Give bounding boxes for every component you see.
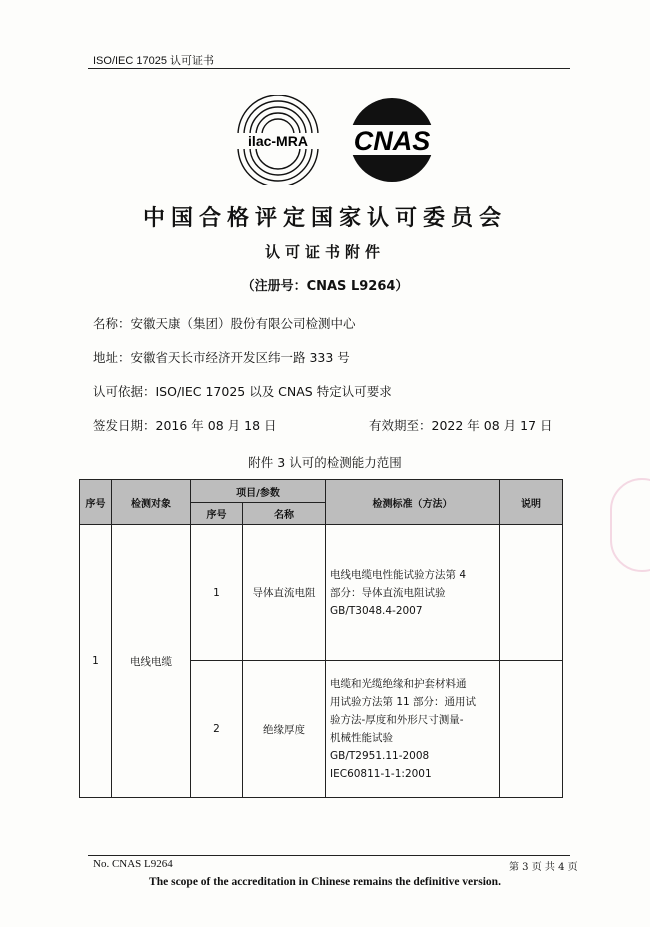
header-divider: [88, 68, 570, 69]
item-remark: [500, 661, 563, 798]
item-standard: [326, 661, 500, 798]
row-seq: 1: [80, 525, 112, 798]
cnas-logo-text: CNAS: [353, 126, 431, 156]
item-remark: [500, 525, 563, 661]
standard-line: 验方法-厚度和外形尺寸测量-: [330, 714, 464, 726]
committee-title: 中国合格评定国家认可委员会: [142, 206, 507, 231]
standard-line: 机械性能试验: [330, 732, 393, 744]
row-object: 电线电缆: [112, 525, 191, 798]
scope-table: [79, 479, 563, 798]
ilac-logo-text: ilac-MRA: [248, 133, 308, 149]
appendix-caption: 附件 3 认可的检测能力范围: [248, 455, 402, 470]
registration-number: （注册号：CNAS L9264）: [241, 279, 409, 294]
item-name: 绝缘厚度: [243, 661, 326, 798]
col-header-sub-seq: 序号: [191, 503, 243, 525]
footer-page-indicator: 第 3 页 共 4 页: [509, 862, 578, 873]
standard-line: 部分：导体直流电阻试验: [330, 586, 446, 599]
item-standard: [326, 525, 500, 661]
accreditation-basis: 认可依据：ISO/IEC 17025 以及 CNAS 特定认可要求: [93, 384, 392, 399]
standard-line: 用试验方法第 11 部分：通用试: [330, 696, 477, 708]
col-header-seq: 序号: [80, 480, 112, 525]
seal-stamp: [610, 478, 650, 572]
item-name: 导体直流电阻: [243, 525, 326, 661]
standard-line: GB/T3048.4-2007: [330, 604, 423, 617]
valid-until: 有效期至：2022 年 08 月 17 日: [369, 418, 553, 433]
footer-divider: [88, 855, 570, 856]
certificate-subtitle: 认可证书附件: [264, 243, 385, 261]
footer-scope-note: The scope of the accreditation in Chinese remains the definitive version.: [149, 876, 501, 888]
ilac-mra-logo: [228, 95, 328, 185]
item-seq: 1: [191, 525, 243, 661]
cnas-logo: [343, 95, 441, 185]
item-seq: 2: [191, 661, 243, 798]
standard-line: GB/T2951.11-2008: [330, 750, 430, 762]
col-header-object: 检测对象: [112, 480, 191, 525]
col-header-item-param: 项目/参数: [191, 480, 326, 503]
col-header-standard: 检测标准（方法）: [326, 480, 500, 525]
standard-line: IEC60811-1-1:2001: [330, 768, 432, 780]
standard-line: 电线电缆电性能试验方法第 4: [330, 568, 467, 581]
standard-line: 电缆和光缆绝缘和护套材料通: [330, 678, 467, 690]
col-header-remark: 说明: [500, 480, 563, 525]
issue-date: 签发日期：2016 年 08 月 18 日: [93, 418, 277, 433]
table-row: [80, 525, 563, 661]
org-name: 名称：安徽天康（集团）股份有限公司检测中心: [93, 316, 356, 331]
col-header-sub-name: 名称: [243, 503, 326, 525]
footer-cert-number: No. CNAS L9264: [93, 858, 173, 870]
org-address: 地址：安徽省天长市经济开发区纬一路 333 号: [93, 350, 350, 365]
header-text: ISO/IEC 17025 认可证书: [93, 55, 215, 67]
